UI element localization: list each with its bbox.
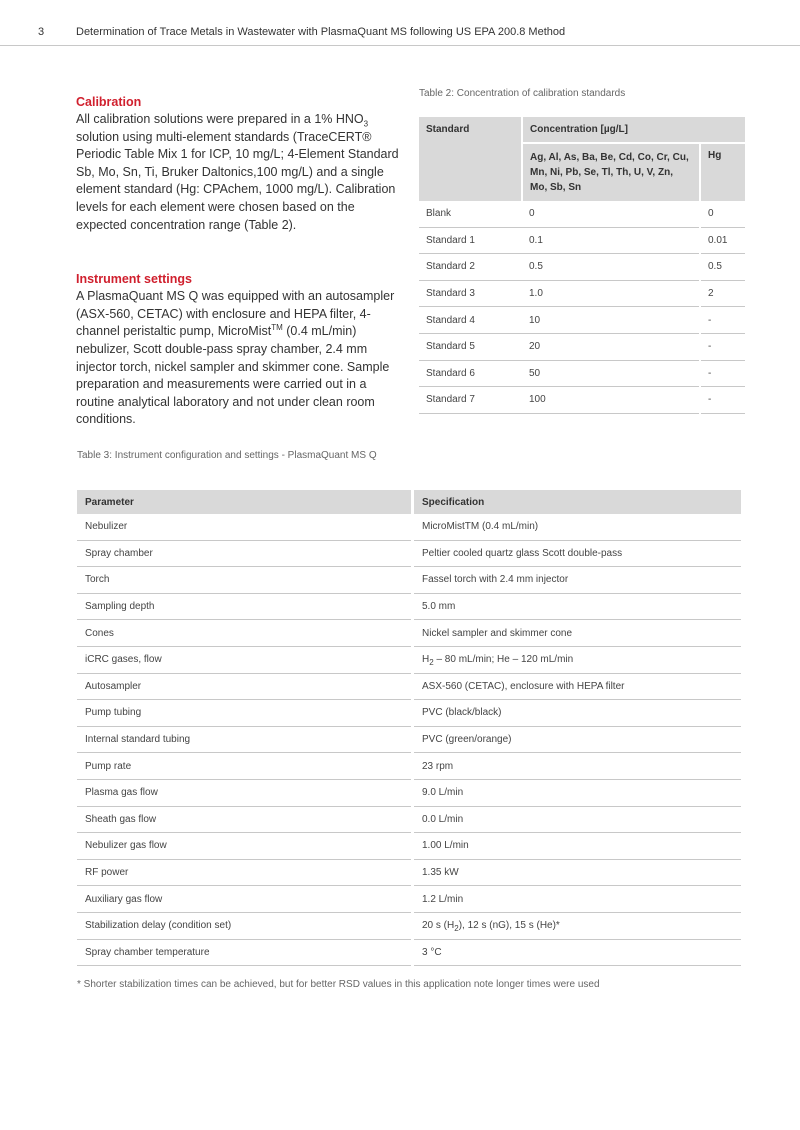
calibration-paragraph <box>76 111 404 234</box>
table3-cell-specification <box>413 912 742 939</box>
table3-spec-part: 2 <box>454 924 459 934</box>
table2-cell-standard: Standard 5 <box>419 333 522 360</box>
table-row <box>77 939 741 966</box>
calibration-subscript: 3 <box>363 119 369 129</box>
table-row <box>77 779 741 806</box>
footnote: * Shorter stabilization times can be achieved, but for better RSD values in this application note longer times were used <box>77 979 600 990</box>
table3-cell-parameter: Nebulizer gas flow <box>77 833 413 860</box>
table3-spec-part: 20 s (H <box>422 920 455 932</box>
instrument-heading: Instrument settings <box>76 272 192 287</box>
table3-cell-specification: 5.0 mm <box>413 593 742 620</box>
table3-cell-specification: 1.2 L/min <box>413 886 742 913</box>
instrument-paragraph <box>76 288 404 429</box>
table-row <box>419 280 745 307</box>
table2-cell-hg: 0.5 <box>700 254 745 281</box>
table2-body <box>419 201 745 413</box>
table2-cell-standard: Standard 1 <box>419 227 522 254</box>
table3-cell-parameter: Torch <box>77 567 413 594</box>
table3-spec-part: H <box>422 654 430 666</box>
table2-header-concentration: Concentration [µg/L] <box>522 117 745 143</box>
instrument-settings-table <box>77 490 741 966</box>
table2-header-standard: Standard <box>419 117 522 201</box>
table-row <box>77 700 741 727</box>
table2-cell-standard: Standard 2 <box>419 254 522 281</box>
table3-cell-parameter: Internal standard tubing <box>77 726 413 753</box>
table2-cell-hg: 0 <box>700 201 745 227</box>
table-row <box>77 912 741 939</box>
table3-cell-parameter: Sheath gas flow <box>77 806 413 833</box>
table-row <box>419 227 745 254</box>
table2-cell-elements: 0 <box>522 201 700 227</box>
table2-cell-hg: - <box>700 387 745 414</box>
table-row <box>419 360 745 387</box>
table3-cell-parameter: Sampling depth <box>77 593 413 620</box>
table2-cell-elements: 20 <box>522 333 700 360</box>
table3-cell-specification: Fassel torch with 2.4 mm injector <box>413 567 742 594</box>
calibration-heading: Calibration <box>76 95 142 109</box>
table3-cell-parameter: Auxiliary gas flow <box>77 886 413 913</box>
calibration-text-2: solution using multi-element standards (TraceCERT® Periodic Table Mix 1 for ICP, 10 mg/L; 4-Element Standard Sb, Mo, Sn, Ti, Bruker Daltonics,100 mg/L) and a single element standard (Hg: CPAchem, 1000 mg/L). Calibration levels for each element were chosen based on the expected concentration range (Table 2). <box>76 129 399 232</box>
table-row <box>419 387 745 414</box>
table3-spec-part: ), 12 s (nG), 15 s (He)* <box>458 920 560 932</box>
table-row <box>77 673 741 700</box>
table2-cell-standard: Standard 6 <box>419 360 522 387</box>
table2-subheader-hg: Hg <box>700 143 745 201</box>
table-row <box>77 646 741 673</box>
table3-cell-parameter: Spray chamber temperature <box>77 939 413 966</box>
table3-header-parameter: Parameter <box>77 490 413 514</box>
table-row <box>419 307 745 334</box>
table3-cell-specification: 3 °C <box>413 939 742 966</box>
table2-subheader-elements: Ag, Al, As, Ba, Be, Cd, Co, Cr, Cu, Mn, Ni, Pb, Se, Tl, Th, U, V, Zn, Mo, Sb, Sn <box>522 143 700 201</box>
table2-cell-standard: Blank <box>419 201 522 227</box>
table3-cell-parameter: Pump rate <box>77 753 413 780</box>
table-row <box>77 753 741 780</box>
table3-caption: Table 3: Instrument configuration and settings - PlasmaQuant MS Q <box>77 450 377 461</box>
calibration-text-1: All calibration solutions were prepared in a 1% HNO <box>76 112 364 126</box>
table-row <box>77 593 741 620</box>
table-row <box>77 540 741 567</box>
table-row <box>77 886 741 913</box>
table-row <box>77 514 741 540</box>
table3-cell-specification: 9.0 L/min <box>413 779 742 806</box>
table3-cell-parameter: Plasma gas flow <box>77 779 413 806</box>
table2-cell-hg: 2 <box>700 280 745 307</box>
document-title: Determination of Trace Metals in Wastewater with PlasmaQuant MS following US EPA 200.8 Method <box>76 26 566 38</box>
table-row <box>419 254 745 281</box>
page-header <box>0 0 800 46</box>
table-row <box>419 333 745 360</box>
table3-cell-specification: 1.00 L/min <box>413 833 742 860</box>
table3-cell-parameter: Stabilization delay (condition set) <box>77 912 413 939</box>
table3-cell-specification: 0.0 L/min <box>413 806 742 833</box>
table3-cell-specification: PVC (black/black) <box>413 700 742 727</box>
table3-body <box>77 514 741 966</box>
instrument-text-2: (0.4 mL/min) nebulizer, Scott double-pass spray chamber, 2.4 mm injector torch, nickel sampler and skimmer cone. Sample preparation and measurements were carried out in a routine analytical laboratory and not under clean room conditions. <box>76 324 390 427</box>
table3-cell-parameter: Cones <box>77 620 413 647</box>
table3-cell-specification: Nickel sampler and skimmer cone <box>413 620 742 647</box>
table3-cell-parameter: Nebulizer <box>77 514 413 540</box>
table2-cell-standard: Standard 7 <box>419 387 522 414</box>
table-row <box>77 620 741 647</box>
calibration-standards-table <box>419 117 745 414</box>
table2-cell-standard: Standard 4 <box>419 307 522 334</box>
instrument-text-1: A PlasmaQuant MS Q was equipped with an autosampler (ASX-560, CETAC) with enclosure and HEPA filter, 4-channel peristaltic pump, MicroMist <box>76 289 395 339</box>
table2-cell-hg: - <box>700 333 745 360</box>
table3-cell-parameter: Pump tubing <box>77 700 413 727</box>
table2-cell-elements: 0.5 <box>522 254 700 281</box>
table2-cell-standard: Standard 3 <box>419 280 522 307</box>
table2-cell-elements: 50 <box>522 360 700 387</box>
table3-cell-specification: MicroMistTM (0.4 mL/min) <box>413 514 742 540</box>
table3-cell-parameter: Spray chamber <box>77 540 413 567</box>
table3-cell-parameter: RF power <box>77 859 413 886</box>
table-row <box>77 726 741 753</box>
left-column <box>76 95 404 429</box>
table3-header-specification: Specification <box>413 490 742 514</box>
table3-cell-parameter: iCRC gases, flow <box>77 646 413 673</box>
table3-cell-specification <box>413 646 742 673</box>
table3-cell-specification: ASX-560 (CETAC), enclosure with HEPA filter <box>413 673 742 700</box>
table2-cell-elements: 100 <box>522 387 700 414</box>
table3-cell-parameter: Autosampler <box>77 673 413 700</box>
table-row <box>77 833 741 860</box>
table-row <box>77 806 741 833</box>
table2-cell-elements: 10 <box>522 307 700 334</box>
table-row <box>77 859 741 886</box>
table2-cell-elements: 1.0 <box>522 280 700 307</box>
table2-cell-hg: - <box>700 360 745 387</box>
page-number: 3 <box>38 26 45 38</box>
table3-cell-specification: PVC (green/orange) <box>413 726 742 753</box>
table2-cell-elements: 0.1 <box>522 227 700 254</box>
table3-spec-part: – 80 mL/min; He – 120 mL/min <box>433 654 574 666</box>
table3-cell-specification: Peltier cooled quartz glass Scott double-pass <box>413 540 742 567</box>
table2-cell-hg: 0.01 <box>700 227 745 254</box>
table2-cell-hg: - <box>700 307 745 334</box>
table3-cell-specification: 23 rpm <box>413 753 742 780</box>
instrument-superscript: TM <box>271 323 283 333</box>
table3-cell-specification: 1.35 kW <box>413 859 742 886</box>
table-row <box>419 201 745 227</box>
table2-caption: Table 2: Concentration of calibration standards <box>419 88 626 99</box>
table-row <box>77 567 741 594</box>
table3-spec-part: 2 <box>429 658 434 668</box>
